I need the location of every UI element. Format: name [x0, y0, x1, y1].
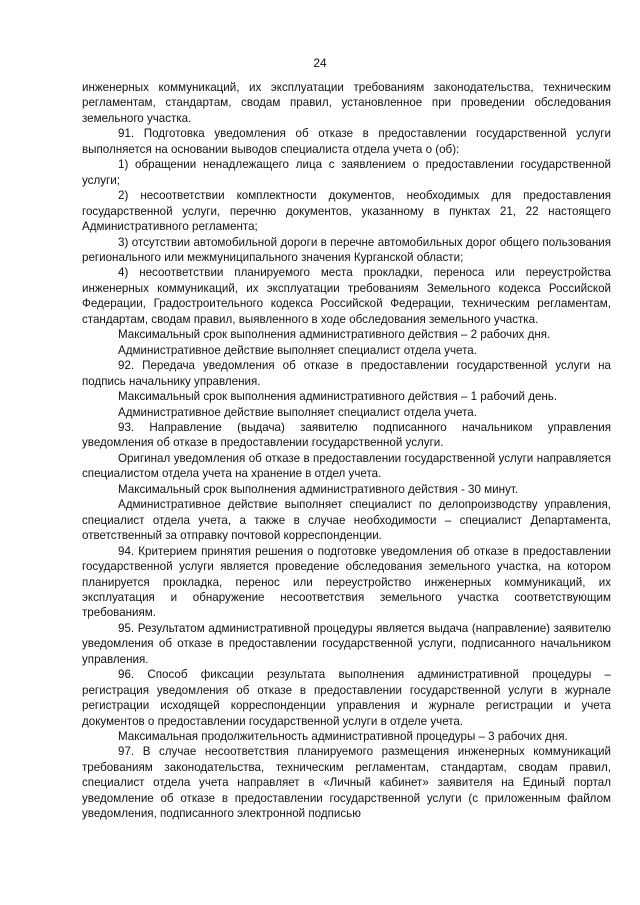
paragraph-91-item-3: 3) отсутствии автомобильной дороги в перечне автомобильных дорог общего пользования регионального или межмуниципального значения Курганской области; [82, 235, 611, 264]
paragraph-94: 94. Критерием принятия решения о подготовке уведомления об отказе в предоставлении государственной услуги является проведение обследования земельного участка, на котором планируется прокладка, перенос или переустройство инженерных коммуникаций, их эксплуатация и обнаружение несоответствия земельного участка соответствующим требованиям. [82, 544, 611, 620]
paragraph-92-deadline: Максимальный срок выполнения административного действия – 1 рабочий день. [118, 390, 558, 404]
paragraph-92: 92. Передача уведомления об отказе в предоставлении государственной услуги на подпись начальнику управления. [82, 359, 611, 388]
paragraph-91-item-1: 1) обращении ненадлежащего лица с заявлением о предоставлении государственной услуги; [82, 158, 611, 187]
paragraph-91-item-2: 2) несоответствии комплектности документов, необходимых для предоставления государственной услуги, перечню документов, указанному в пунктах 21, 22 настоящего Административного регламента; [82, 189, 611, 234]
paragraph-96-duration: Максимальная продолжительность административной процедуры – 3 рабочих дня. [118, 730, 568, 744]
paragraph-97: 97. В случае несоответствия планируемого размещения инженерных коммуникаций требованиям законодательства, техническим регламентам, стандартам, сводам правил, специалист отдела учета направляет в «Личный кабинет» заявителя на Единый портал уведомление об отказе в предоставлении государственной услуги (с приложенным файлом уведомления, подписанного электронной подписью [82, 745, 611, 821]
document-body [82, 80, 611, 822]
paragraph-93-executor: Административное действие выполняет специалист по делопроизводству управления, специалист отдела учета, а также в случае необходимости – специалист Департамента, ответственный за отправку почтовой корреспонденции. [82, 498, 611, 543]
paragraph-93-deadline: Максимальный срок выполнения административного действия - 30 минут. [118, 482, 519, 496]
paragraph-91-deadline: Максимальный срок выполнения административного действия – 2 рабочих дня. [118, 328, 551, 342]
paragraph-91-item-4: 4) несоответствии планируемого места прокладки, переноса или переустройства инженерных коммуникаций, их эксплуатации требованиям Земельного кодекса Российской Федерации, Градостроительного кодекса Российской Федерации, техническим регламентам, стандартам, сводам правил, выявленного в ходе обследования земельного участка. [82, 266, 611, 326]
paragraph-continuation: инженерных коммуникаций, их эксплуатации требованиям законодательства, техническим регламентам, стандартам, сводам правил, установленное при проведении обследования земельного участка. [82, 81, 611, 125]
paragraph-93: 93. Направление (выдача) заявителю подписанного начальником управления уведомления об отказе в предоставлении государственной услуги. [82, 420, 611, 450]
page-number: 24 [313, 56, 327, 70]
paragraph-96: 96. Способ фиксации результата выполнения административной процедуры – регистрация уведомления об отказе в предоставлении государственной услуги в журнале регистрации исходящей корреспонденции управления и журнале регистрации и учета документов о предоставлении государственной услуги в отделе учета. [82, 668, 611, 728]
paragraph-91-executor: Административное действие выполняет специалист отдела учета. [118, 343, 477, 357]
paragraph-91: 91. Подготовка уведомления об отказе в предоставлении государственной услуги выполняется на основании выводов специалиста отдела учета о (об): [82, 127, 611, 156]
paragraph-92-executor: Административное действие выполняет специалист отдела учета. [118, 405, 477, 419]
paragraph-93-original: Оригинал уведомления об отказе в предоставлении государственной услуги направляется специалистом отдела учета на хранение в отдел учета. [82, 451, 611, 481]
paragraph-95: 95. Результатом административной процедуры является выдача (направление) заявителю уведомления об отказе в предоставлении государственной услуги, подписанного начальником управления. [82, 621, 611, 666]
